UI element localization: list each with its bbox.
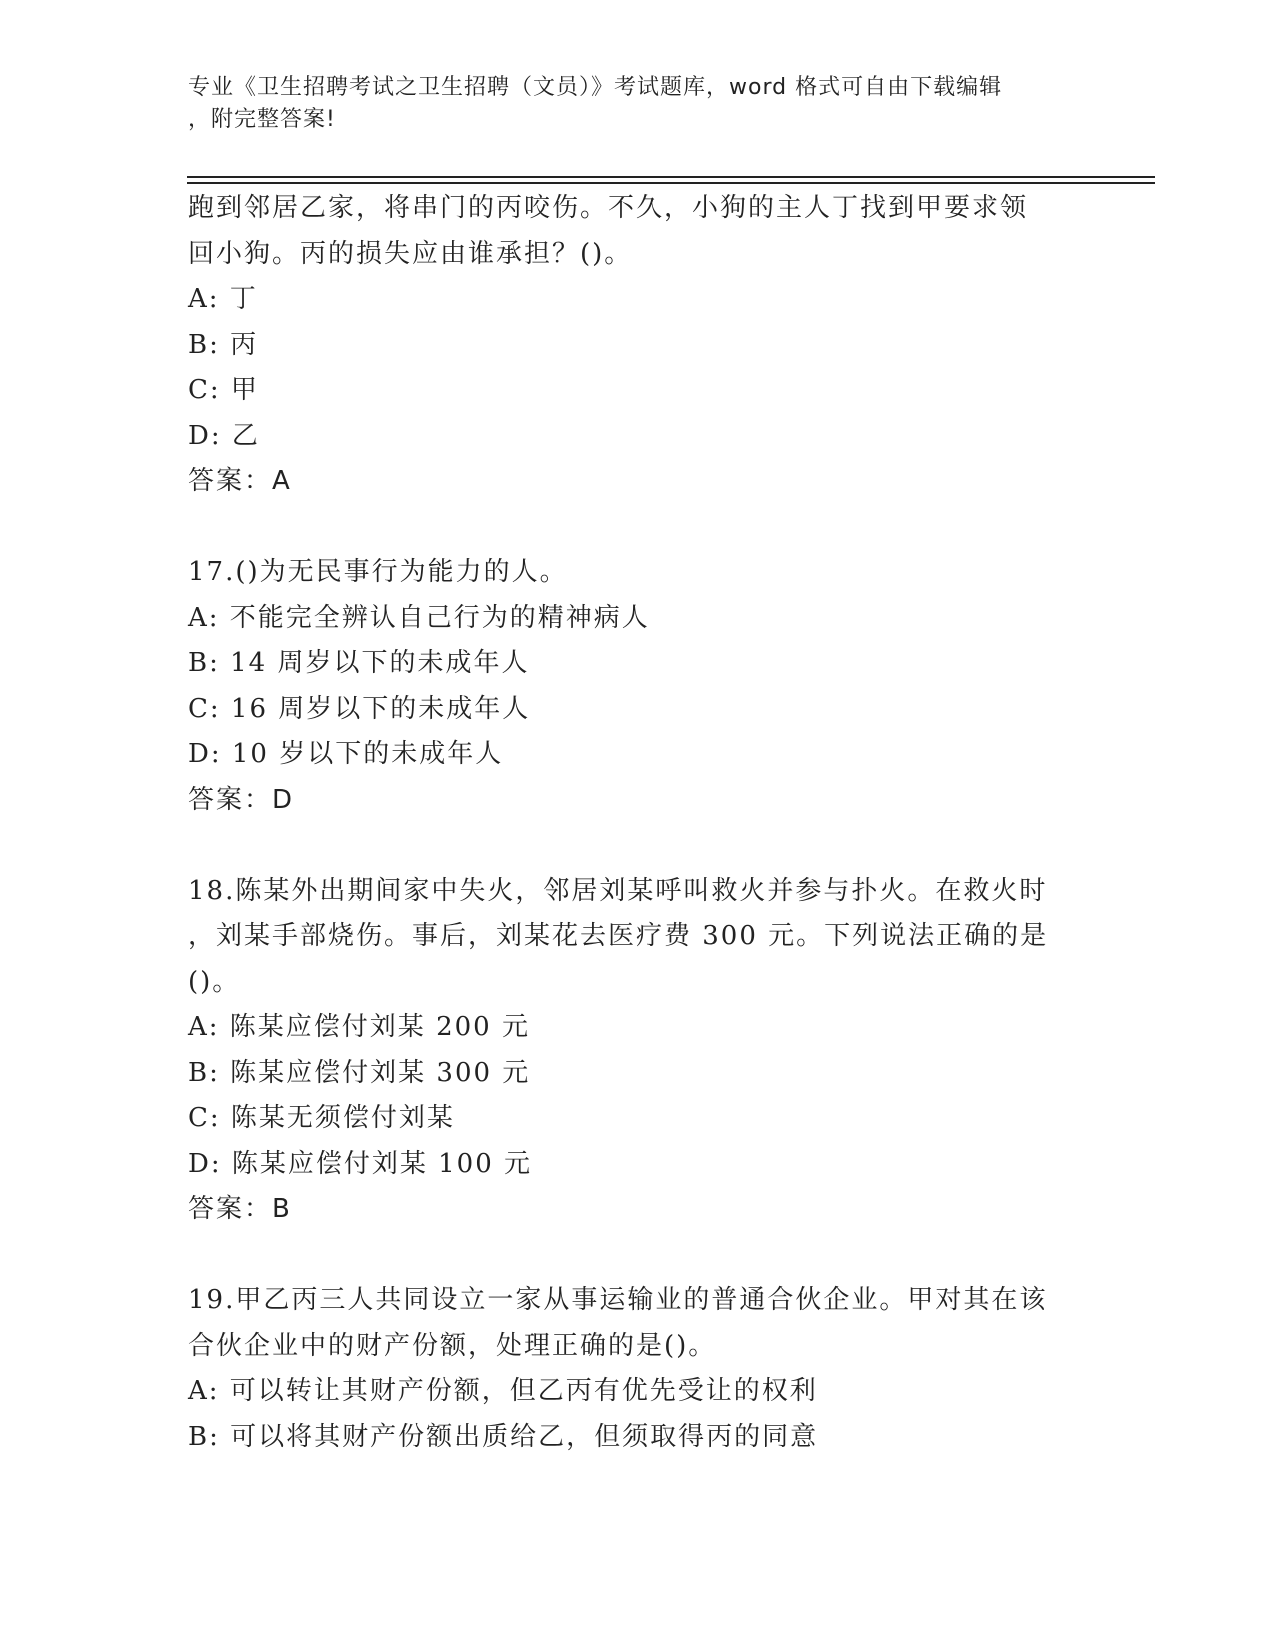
question-18: [188, 869, 1088, 1233]
question-17: [188, 550, 1088, 823]
header-line-2: ，附完整答案!: [188, 107, 336, 132]
question-stem: 17.()为无民事行为能力的人。: [188, 557, 568, 587]
option-d: D: 陈某应偿付刘某 100 元: [188, 1148, 533, 1179]
document-header: [188, 72, 1068, 136]
option-c: C: 甲: [188, 375, 259, 405]
question-19: [188, 1278, 1088, 1460]
question-stem-line: 回小狗。丙的损失应由谁承担？()。: [188, 238, 633, 269]
option-a: A: 可以转让其财产份额，但乙丙有优先受让的权利: [188, 1376, 818, 1406]
spacer: [188, 505, 1088, 551]
question-stem-line: ()。: [188, 966, 241, 997]
header-divider-bottom: [187, 182, 1155, 184]
question-16-continued: [188, 186, 1088, 505]
spacer: [188, 823, 1088, 869]
question-stem-line: 合伙企业中的财产份额，处理正确的是()。: [188, 1330, 717, 1361]
option-b: B: 陈某应偿付刘某 300 元: [188, 1057, 531, 1088]
spacer: [188, 1233, 1088, 1279]
question-stem-line: 19.甲乙丙三人共同设立一家从事运输业的普通合伙企业。甲对其在该: [188, 1285, 1048, 1315]
option-a: A: 丁: [188, 284, 258, 314]
option-c: C: 16 周岁以下的未成年人: [188, 693, 531, 724]
option-b: B: 14 周岁以下的未成年人: [188, 648, 530, 678]
header-line-1: 专业《卫生招聘考试之卫生招聘（文员）》考试题库，word 格式可自由下载编辑: [188, 75, 1003, 100]
option-b: B: 可以将其财产份额出质给乙，但须取得丙的同意: [188, 1421, 819, 1452]
question-list: [188, 186, 1088, 1460]
option-a: A: 陈某应偿付刘某 200 元: [188, 1012, 530, 1042]
option-b: B: 丙: [188, 329, 259, 360]
option-c: C: 陈某无须偿付刘某: [188, 1103, 455, 1133]
answer-label: 答案：D: [188, 784, 295, 815]
option-d: D: 乙: [188, 420, 260, 451]
question-stem-line: 跑到邻居乙家，将串门的丙咬伤。不久，小狗的主人丁找到甲要求领: [188, 193, 1029, 223]
option-a: A: 不能完全辨认自己行为的精神病人: [188, 602, 650, 633]
answer-label: 答案：B: [188, 1194, 292, 1224]
question-stem-line: ，刘某手部烧伤。事后，刘某花去医疗费 300 元。下列说法正确的是: [188, 921, 1049, 951]
header-divider-top: [187, 176, 1155, 178]
option-d: D: 10 岁以下的未成年人: [188, 739, 504, 769]
question-stem-line: 18.陈某外出期间家中失火，邻居刘某呼叫救火并参与扑火。在救火时: [188, 875, 1048, 906]
answer-label: 答案：A: [188, 466, 292, 496]
